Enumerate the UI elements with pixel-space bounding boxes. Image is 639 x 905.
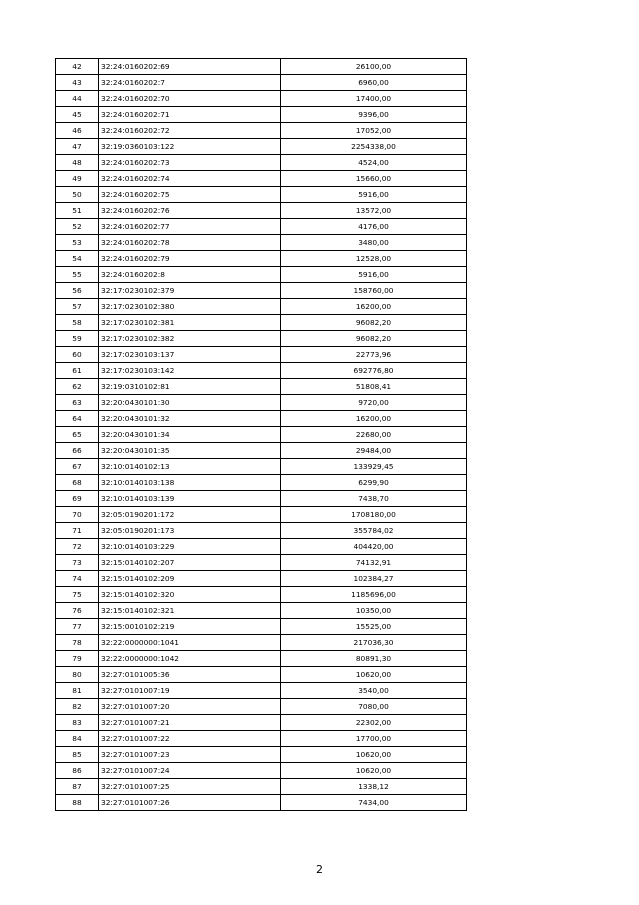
table-row (56, 139, 467, 155)
row-number-cell: 47 (56, 139, 99, 155)
value-cell: 4524,00 (281, 155, 467, 171)
table-row (56, 507, 467, 523)
table-row (56, 251, 467, 267)
row-number-cell: 87 (56, 779, 99, 795)
cadastral-number-cell: 32:24:0160202:76 (99, 203, 281, 219)
cadastral-number-cell: 32:17:0230102:379 (99, 283, 281, 299)
row-number-cell: 81 (56, 683, 99, 699)
value-cell: 22302,00 (281, 715, 467, 731)
row-number-cell: 76 (56, 603, 99, 619)
cadastral-number-cell: 32:15:0140102:320 (99, 587, 281, 603)
row-number-cell: 65 (56, 427, 99, 443)
row-number-cell: 51 (56, 203, 99, 219)
value-cell: 17400,00 (281, 91, 467, 107)
row-number-cell: 53 (56, 235, 99, 251)
cadastral-number-cell: 32:15:0140102:207 (99, 555, 281, 571)
table-row (56, 731, 467, 747)
row-number-cell: 59 (56, 331, 99, 347)
cadastral-number-cell: 32:27:0101007:20 (99, 699, 281, 715)
row-number-cell: 48 (56, 155, 99, 171)
value-cell: 1708180,00 (281, 507, 467, 523)
value-cell: 1185696,00 (281, 587, 467, 603)
row-number-cell: 64 (56, 411, 99, 427)
cadastral-number-cell: 32:10:0140103:138 (99, 475, 281, 491)
row-number-cell: 52 (56, 219, 99, 235)
row-number-cell: 55 (56, 267, 99, 283)
value-cell: 10620,00 (281, 747, 467, 763)
value-cell: 2254338,00 (281, 139, 467, 155)
value-cell: 96082,20 (281, 331, 467, 347)
row-number-cell: 62 (56, 379, 99, 395)
table-row (56, 443, 467, 459)
cadastral-number-cell: 32:27:0101005:36 (99, 667, 281, 683)
row-number-cell: 77 (56, 619, 99, 635)
page-number: 2 (316, 863, 323, 876)
table-row (56, 795, 467, 811)
value-cell: 7438,70 (281, 491, 467, 507)
table-row (56, 267, 467, 283)
row-number-cell: 63 (56, 395, 99, 411)
table-row (56, 155, 467, 171)
row-number-cell: 73 (56, 555, 99, 571)
value-cell: 5916,00 (281, 267, 467, 283)
cadastral-number-cell: 32:24:0160202:71 (99, 107, 281, 123)
cadastral-number-cell: 32:24:0160202:8 (99, 267, 281, 283)
value-cell: 15660,00 (281, 171, 467, 187)
table-row (56, 699, 467, 715)
table-row (56, 91, 467, 107)
value-cell: 7434,00 (281, 795, 467, 811)
table-row (56, 683, 467, 699)
cadastral-number-cell: 32:19:0310102:81 (99, 379, 281, 395)
cadastral-number-cell: 32:24:0160202:79 (99, 251, 281, 267)
cadastral-number-cell: 32:20:0430101:30 (99, 395, 281, 411)
table-row (56, 603, 467, 619)
cadastral-number-cell: 32:20:0430101:35 (99, 443, 281, 459)
table-row (56, 203, 467, 219)
cadastral-number-cell: 32:17:0230103:137 (99, 347, 281, 363)
cadastral-number-cell: 32:24:0160202:75 (99, 187, 281, 203)
table-row (56, 331, 467, 347)
cadastral-value-table (55, 58, 467, 811)
table-row (56, 235, 467, 251)
cadastral-number-cell: 32:24:0160202:78 (99, 235, 281, 251)
cadastral-number-cell: 32:24:0160202:70 (99, 91, 281, 107)
value-cell: 6960,00 (281, 75, 467, 91)
table-row (56, 779, 467, 795)
row-number-cell: 79 (56, 651, 99, 667)
table-row (56, 667, 467, 683)
table-row (56, 427, 467, 443)
cadastral-number-cell: 32:10:0140102:13 (99, 459, 281, 475)
cadastral-number-cell: 32:24:0160202:77 (99, 219, 281, 235)
cadastral-number-cell: 32:24:0160202:72 (99, 123, 281, 139)
cadastral-number-cell: 32:10:0140103:139 (99, 491, 281, 507)
cadastral-number-cell: 32:24:0160202:73 (99, 155, 281, 171)
table-row (56, 539, 467, 555)
cadastral-number-cell: 32:10:0140103:229 (99, 539, 281, 555)
table-row (56, 283, 467, 299)
value-cell: 96082,20 (281, 315, 467, 331)
value-cell: 15525,00 (281, 619, 467, 635)
cadastral-number-cell: 32:22:0000000:1041 (99, 635, 281, 651)
table-row (56, 491, 467, 507)
cadastral-number-cell: 32:15:0010102:219 (99, 619, 281, 635)
value-cell: 10350,00 (281, 603, 467, 619)
value-cell: 355784,02 (281, 523, 467, 539)
row-number-cell: 46 (56, 123, 99, 139)
row-number-cell: 50 (56, 187, 99, 203)
row-number-cell: 78 (56, 635, 99, 651)
row-number-cell: 71 (56, 523, 99, 539)
value-cell: 3480,00 (281, 235, 467, 251)
cadastral-number-cell: 32:17:0230102:382 (99, 331, 281, 347)
row-number-cell: 45 (56, 107, 99, 123)
cadastral-number-cell: 32:27:0101007:23 (99, 747, 281, 763)
table-row (56, 411, 467, 427)
value-cell: 1338,12 (281, 779, 467, 795)
cadastral-number-cell: 32:22:0000000:1042 (99, 651, 281, 667)
table-row (56, 587, 467, 603)
row-number-cell: 69 (56, 491, 99, 507)
table-row (56, 619, 467, 635)
cadastral-number-cell: 32:17:0230103:142 (99, 363, 281, 379)
value-cell: 102384,27 (281, 571, 467, 587)
row-number-cell: 70 (56, 507, 99, 523)
row-number-cell: 43 (56, 75, 99, 91)
table-row (56, 379, 467, 395)
table-row (56, 763, 467, 779)
row-number-cell: 85 (56, 747, 99, 763)
table-row (56, 555, 467, 571)
value-cell: 74132,91 (281, 555, 467, 571)
row-number-cell: 54 (56, 251, 99, 267)
cadastral-number-cell: 32:19:0360103:122 (99, 139, 281, 155)
cadastral-number-cell: 32:27:0101007:19 (99, 683, 281, 699)
table-row (56, 299, 467, 315)
row-number-cell: 61 (56, 363, 99, 379)
row-number-cell: 57 (56, 299, 99, 315)
table-row (56, 635, 467, 651)
row-number-cell: 56 (56, 283, 99, 299)
cadastral-number-cell: 32:05:0190201:172 (99, 507, 281, 523)
value-cell: 80891,30 (281, 651, 467, 667)
cadastral-number-cell: 32:24:0160202:74 (99, 171, 281, 187)
row-number-cell: 66 (56, 443, 99, 459)
row-number-cell: 72 (56, 539, 99, 555)
value-cell: 10620,00 (281, 763, 467, 779)
value-cell: 9396,00 (281, 107, 467, 123)
table-row (56, 459, 467, 475)
cadastral-number-cell: 32:05:0190201:173 (99, 523, 281, 539)
row-number-cell: 68 (56, 475, 99, 491)
row-number-cell: 42 (56, 59, 99, 75)
row-number-cell: 83 (56, 715, 99, 731)
value-cell: 404420,00 (281, 539, 467, 555)
table-row (56, 523, 467, 539)
table-row (56, 219, 467, 235)
table-row (56, 363, 467, 379)
value-cell: 5916,00 (281, 187, 467, 203)
table-row (56, 715, 467, 731)
value-cell: 7080,00 (281, 699, 467, 715)
row-number-cell: 82 (56, 699, 99, 715)
value-cell: 22680,00 (281, 427, 467, 443)
value-cell: 26100,00 (281, 59, 467, 75)
cadastral-number-cell: 32:24:0160202:7 (99, 75, 281, 91)
table-row (56, 59, 467, 75)
cadastral-number-cell: 32:20:0430101:34 (99, 427, 281, 443)
cadastral-number-cell: 32:17:0230102:381 (99, 315, 281, 331)
row-number-cell: 60 (56, 347, 99, 363)
table-body (56, 59, 467, 811)
value-cell: 158760,00 (281, 283, 467, 299)
cadastral-number-cell: 32:27:0101007:24 (99, 763, 281, 779)
table-row (56, 171, 467, 187)
value-cell: 12528,00 (281, 251, 467, 267)
table-row (56, 747, 467, 763)
value-cell: 22773,96 (281, 347, 467, 363)
table-row (56, 315, 467, 331)
value-cell: 51808,41 (281, 379, 467, 395)
value-cell: 133929,45 (281, 459, 467, 475)
value-cell: 692776,80 (281, 363, 467, 379)
table-row (56, 187, 467, 203)
cadastral-number-cell: 32:27:0101007:26 (99, 795, 281, 811)
row-number-cell: 80 (56, 667, 99, 683)
value-cell: 17700,00 (281, 731, 467, 747)
row-number-cell: 44 (56, 91, 99, 107)
row-number-cell: 75 (56, 587, 99, 603)
cadastral-number-cell: 32:15:0140102:209 (99, 571, 281, 587)
cadastral-number-cell: 32:24:0160202:69 (99, 59, 281, 75)
value-cell: 13572,00 (281, 203, 467, 219)
table-row (56, 107, 467, 123)
table-row (56, 75, 467, 91)
cadastral-number-cell: 32:27:0101007:21 (99, 715, 281, 731)
row-number-cell: 58 (56, 315, 99, 331)
row-number-cell: 88 (56, 795, 99, 811)
value-cell: 3540,00 (281, 683, 467, 699)
value-cell: 6299,90 (281, 475, 467, 491)
table-row (56, 475, 467, 491)
cadastral-number-cell: 32:17:0230102:380 (99, 299, 281, 315)
value-cell: 10620,00 (281, 667, 467, 683)
table-row (56, 347, 467, 363)
table-row (56, 395, 467, 411)
row-number-cell: 49 (56, 171, 99, 187)
value-cell: 16200,00 (281, 411, 467, 427)
cadastral-number-cell: 32:20:0430101:32 (99, 411, 281, 427)
value-cell: 9720,00 (281, 395, 467, 411)
value-cell: 217036,30 (281, 635, 467, 651)
value-cell: 4176,00 (281, 219, 467, 235)
value-cell: 16200,00 (281, 299, 467, 315)
row-number-cell: 74 (56, 571, 99, 587)
row-number-cell: 84 (56, 731, 99, 747)
cadastral-number-cell: 32:27:0101007:22 (99, 731, 281, 747)
cadastral-number-cell: 32:27:0101007:25 (99, 779, 281, 795)
value-cell: 17052,00 (281, 123, 467, 139)
cadastral-number-cell: 32:15:0140102:321 (99, 603, 281, 619)
row-number-cell: 67 (56, 459, 99, 475)
table-row (56, 123, 467, 139)
table-row (56, 651, 467, 667)
table-row (56, 571, 467, 587)
value-cell: 29484,00 (281, 443, 467, 459)
row-number-cell: 86 (56, 763, 99, 779)
